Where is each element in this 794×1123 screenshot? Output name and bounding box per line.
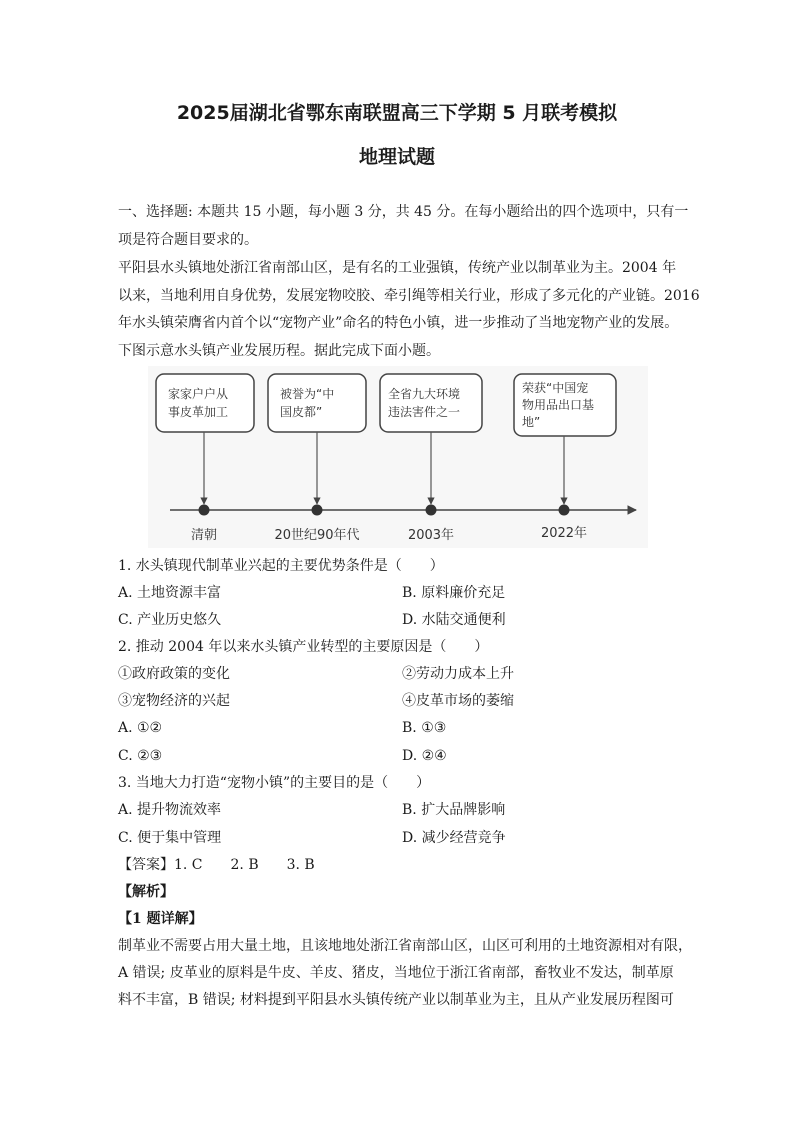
timeline-box-text: 国皮都” <box>280 405 323 419</box>
timeline-label: 20世纪90年代 <box>274 528 360 543</box>
q1-option-c: C. 产业历史悠久 <box>118 612 222 628</box>
q2-option-d: D. ②④ <box>402 748 447 764</box>
timeline-dot <box>426 505 437 516</box>
timeline-box-2003 <box>380 374 482 432</box>
detail-line: A 错误; 皮革业的原料是牛皮、羊皮、猪皮，当地位于浙江省南部，畜牧业不发达，制革原 <box>118 965 674 981</box>
timeline-label: 2022年 <box>540 526 588 541</box>
timeline-box-text: 物用品出口基 <box>522 398 595 412</box>
timeline-dot <box>312 505 323 516</box>
intro-line: 下图示意水头镇产业发展历程。据此完成下面小题。 <box>118 343 440 359</box>
timeline-dot <box>559 505 570 516</box>
detail-label: 【1 题详解】 <box>118 911 203 927</box>
timeline-dot <box>199 505 210 516</box>
timeline-box-text: 地” <box>522 415 541 429</box>
q3-option-a: A. 提升物流效率 <box>118 802 222 818</box>
section-heading-cont: 项是符合题目要求的。 <box>118 232 258 248</box>
question-3-stem: 3. 当地大力打造“宠物小镇”的主要目的是（ ） <box>118 775 431 791</box>
q3-option-d: D. 减少经营竞争 <box>402 830 506 846</box>
detail-line: 料不丰富，B 错误; 材料提到平阳县水头镇传统产业以制革业为主，且从产业发展历程图可 <box>118 992 674 1008</box>
timeline-label: 清朝 <box>190 528 218 543</box>
page-subtitle: 地理试题 <box>358 146 435 168</box>
intro-line: 以来，当地利用自身优势，发展宠物咬胶、牵引绳等相关行业，形成了多元化的产业链。2016 <box>118 288 700 304</box>
q1-option-a: A. 土地资源丰富 <box>118 585 222 601</box>
timeline-box-text: 被誉为“中 <box>280 387 335 401</box>
timeline-box-text: 家家户户从 <box>168 387 229 401</box>
answer-key: 【答案】1. C 2. B 3. B <box>118 857 315 873</box>
timeline-box-text: 事皮革加工 <box>168 405 229 419</box>
q2-option-a: A. ①② <box>118 720 163 736</box>
intro-line: 年水头镇荣膺省内首个以“宠物产业”命名的特色小镇，进一步推动了当地宠物产业的发展。 <box>118 315 679 331</box>
section-heading: 一、选择题: 本题共 15 小题，每小题 3 分，共 45 分。在每小题给出的四个选项中，只有一 <box>118 204 689 220</box>
intro-line: 平阳县水头镇地处浙江省南部山区，是有名的工业强镇，传统产业以制革业为主。2004 年 <box>118 260 677 276</box>
q2-statement-4: ④皮革市场的萎缩 <box>402 693 514 709</box>
timeline-box-text: 荣获“中国宠 <box>522 381 589 395</box>
q2-option-b: B. ①③ <box>402 720 447 736</box>
q2-statement-2: ②劳动力成本上升 <box>402 666 514 682</box>
timeline-figure <box>148 366 648 548</box>
q1-option-b: B. 原料廉价充足 <box>402 585 506 601</box>
timeline-box-text: 全省九大环境 <box>388 387 461 401</box>
q2-option-c: C. ②③ <box>118 748 163 764</box>
q2-statement-1: ①政府政策的变化 <box>118 666 230 682</box>
analysis-label: 【解析】 <box>118 884 174 900</box>
question-2-stem: 2. 推动 2004 年以来水头镇产业转型的主要原因是（ ） <box>118 639 489 655</box>
question-1-stem: 1. 水头镇现代制革业兴起的主要优势条件是（ ） <box>118 558 444 574</box>
timeline-label: 2003年 <box>407 528 455 543</box>
q2-statement-3: ③宠物经济的兴起 <box>118 693 230 709</box>
q3-option-c: C. 便于集中管理 <box>118 830 222 846</box>
timeline-box-1990s <box>268 374 366 432</box>
page-title: 2025届湖北省鄂东南联盟高三下学期 5 月联考模拟 <box>176 102 618 124</box>
q3-option-b: B. 扩大品牌影响 <box>402 802 506 818</box>
detail-line: 制革业不需要占用大量土地，且该地地处浙江省南部山区，山区可利用的土地资源相对有限， <box>118 938 692 954</box>
q1-option-d: D. 水陆交通便利 <box>402 612 506 628</box>
timeline-box-qing <box>156 374 254 432</box>
timeline-box-text: 违法害件之一 <box>388 405 461 419</box>
